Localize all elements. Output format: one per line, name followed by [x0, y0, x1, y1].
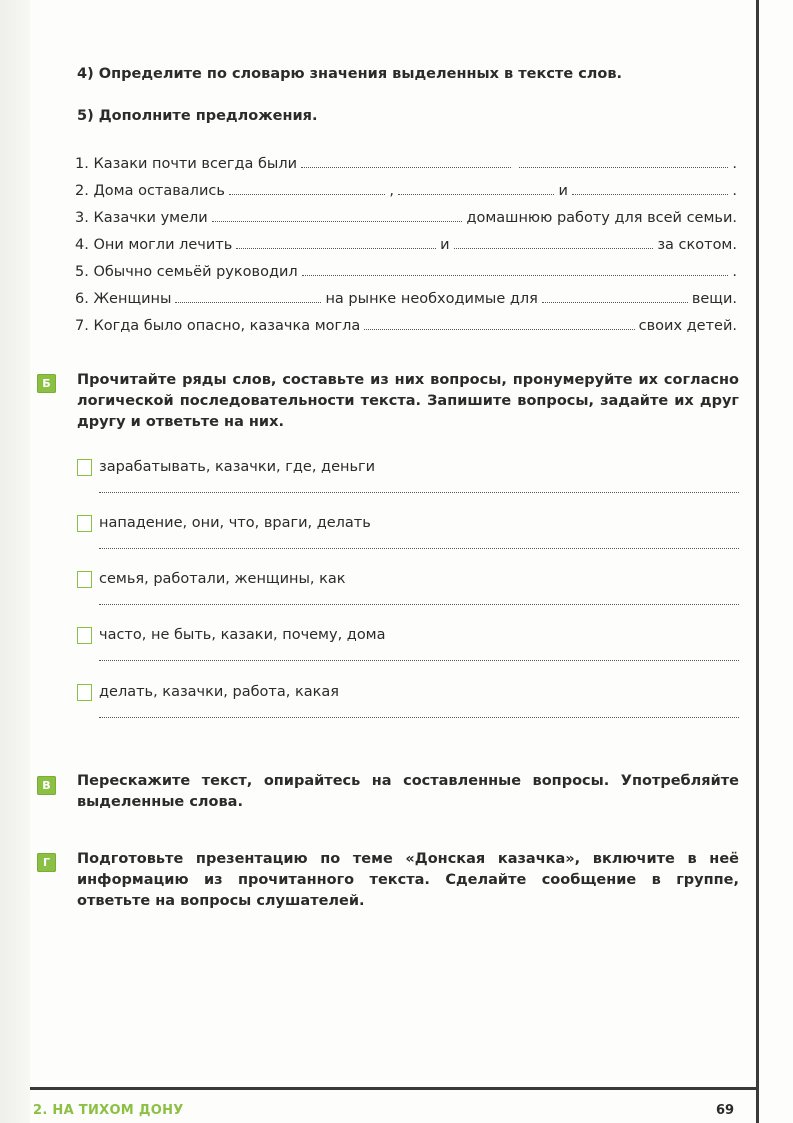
- blank-6a[interactable]: [175, 298, 321, 303]
- sentence-3: 3. Казачки умели домашнюю работу для всей семьи.: [75, 210, 737, 226]
- word-set-2: нападение, они, что, враги, делать: [77, 515, 739, 555]
- sentence-2: 2. Дома оставались , и .: [75, 183, 738, 199]
- blank-2a[interactable]: [229, 190, 385, 195]
- answer-line-5[interactable]: [99, 717, 739, 718]
- number-box-4[interactable]: [77, 627, 92, 644]
- answer-line-1[interactable]: [99, 492, 739, 493]
- answer-line-2[interactable]: [99, 548, 739, 549]
- blank-3a[interactable]: [212, 217, 463, 222]
- page-number: 69: [716, 1103, 735, 1118]
- word-set-3: семья, работали, женщины, как: [77, 571, 739, 611]
- sentence-4: 4. Они могли лечить и за скотом.: [75, 237, 737, 253]
- footer-rule: [30, 1087, 759, 1090]
- answer-line-3[interactable]: [99, 604, 739, 605]
- task-b-badge: Б: [37, 374, 56, 393]
- blank-7a[interactable]: [364, 325, 634, 330]
- task-b-instruction: Прочитайте ряды слов, составьте из них вопросы, пронумеруйте их согласно логической последовательности текста. Запишите вопросы, задайте их друг другу и ответьте на них.: [77, 372, 739, 430]
- blank-4b[interactable]: [454, 244, 654, 249]
- blank-5a[interactable]: [302, 271, 729, 276]
- footer-section-title: 2. НА ТИХОМ ДОНУ: [33, 1103, 184, 1118]
- number-box-3[interactable]: [77, 571, 92, 588]
- sentence-5: 5. Обычно семьёй руководил .: [75, 264, 737, 280]
- number-box-5[interactable]: [77, 684, 92, 701]
- number-box-1[interactable]: [77, 459, 92, 476]
- number-box-2[interactable]: [77, 515, 92, 532]
- task-v-badge: В: [37, 776, 56, 795]
- task-v-instruction: Перескажите текст, опирайтесь на составленные вопросы. Употребляйте выделенные слова.: [77, 773, 739, 810]
- word-set-1: зарабатывать, казачки, где, деньги: [77, 459, 739, 499]
- answer-line-4[interactable]: [99, 660, 739, 661]
- sentence-7: 7. Когда было опасно, казачка могла своих детей.: [75, 318, 737, 334]
- blank-1b[interactable]: [519, 163, 729, 168]
- task-g-badge: Г: [37, 853, 56, 872]
- task-g-instruction: Подготовьте презентацию по теме «Донская казачка», включите в неё информацию из прочитанного текста. Сделайте сообщение в группе, ответьте на вопросы слушателей.: [77, 851, 739, 909]
- blank-1a[interactable]: [301, 163, 511, 168]
- sentence-1: 1. Казаки почти всегда были .: [75, 156, 737, 172]
- sentence-6: 6. Женщины на рынке необходимые для вещи.: [75, 291, 738, 307]
- blank-2c[interactable]: [572, 190, 728, 195]
- word-set-4: часто, не быть, казаки, почему, дома: [77, 627, 739, 667]
- blank-6b[interactable]: [542, 298, 688, 303]
- item-5-instruction: 5) Дополните предложения.: [77, 108, 318, 124]
- word-set-5: делать, казачки, работа, какая: [77, 684, 739, 724]
- item-4-instruction: 4) Определите по словарю значения выделенных в тексте слов.: [77, 66, 623, 82]
- blank-2b[interactable]: [398, 190, 554, 195]
- blank-4a[interactable]: [236, 244, 436, 249]
